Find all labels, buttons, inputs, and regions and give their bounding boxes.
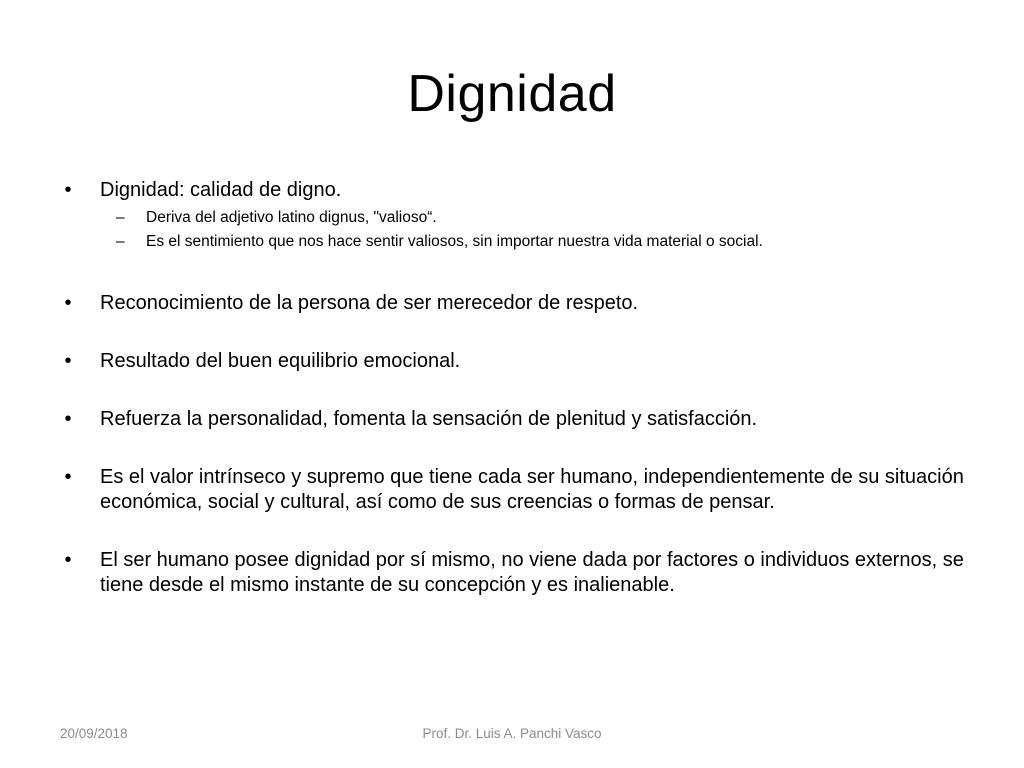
- bullet-item: [58, 178, 978, 203]
- bullet-dot: •: [64, 549, 72, 571]
- bullet-dot: •: [64, 466, 72, 488]
- sub-bullet-dash: –: [116, 233, 125, 250]
- slide-title: Dignidad: [407, 65, 617, 123]
- bullet-dot: •: [64, 292, 72, 314]
- bullet-text: Resultado del buen equilibrio emocional.: [100, 350, 461, 372]
- bullet-dot: •: [64, 350, 72, 372]
- sub-bullet-text: Es el sentimiento que nos hace sentir valiosos, sin importar nuestra vida material o social.: [146, 233, 763, 250]
- sub-bullet-item: [58, 231, 978, 253]
- bullet-text: El ser humano posee dignidad por sí mismo, no viene dada por factores o individuos externos, se tiene desde el mismo instante de su concepción y es inalienable.: [100, 549, 964, 596]
- bullet-dot: •: [64, 408, 72, 430]
- bullet-item: [58, 407, 978, 432]
- sub-bullet-dash: –: [116, 209, 125, 226]
- bullet-dot: •: [64, 179, 72, 201]
- footer-date: 20/09/2018: [60, 726, 128, 741]
- bullet-text: Es el valor intrínseco y supremo que tiene cada ser humano, independientemente de su situación económica, social y cultural, así como de sus creencias o formas de pensar.: [100, 466, 964, 513]
- bullet-item: [58, 465, 978, 515]
- bullet-item: [58, 349, 978, 374]
- bullet-text: Refuerza la personalidad, fomenta la sensación de plenitud y satisfacción.: [100, 408, 758, 430]
- bullet-item: [58, 548, 978, 598]
- sub-bullet-item: [58, 207, 978, 229]
- slide-body: [58, 178, 978, 598]
- sub-bullet-text: Deriva del adjetivo latino dignus, "valioso“.: [146, 209, 437, 226]
- bullet-text: Reconocimiento de la persona de ser merecedor de respeto.: [100, 292, 639, 314]
- bullet-item: [58, 291, 978, 316]
- bullet-text: Dignidad: calidad de digno.: [100, 179, 342, 201]
- footer-author: Prof. Dr. Luis A. Panchi Vasco: [422, 726, 602, 741]
